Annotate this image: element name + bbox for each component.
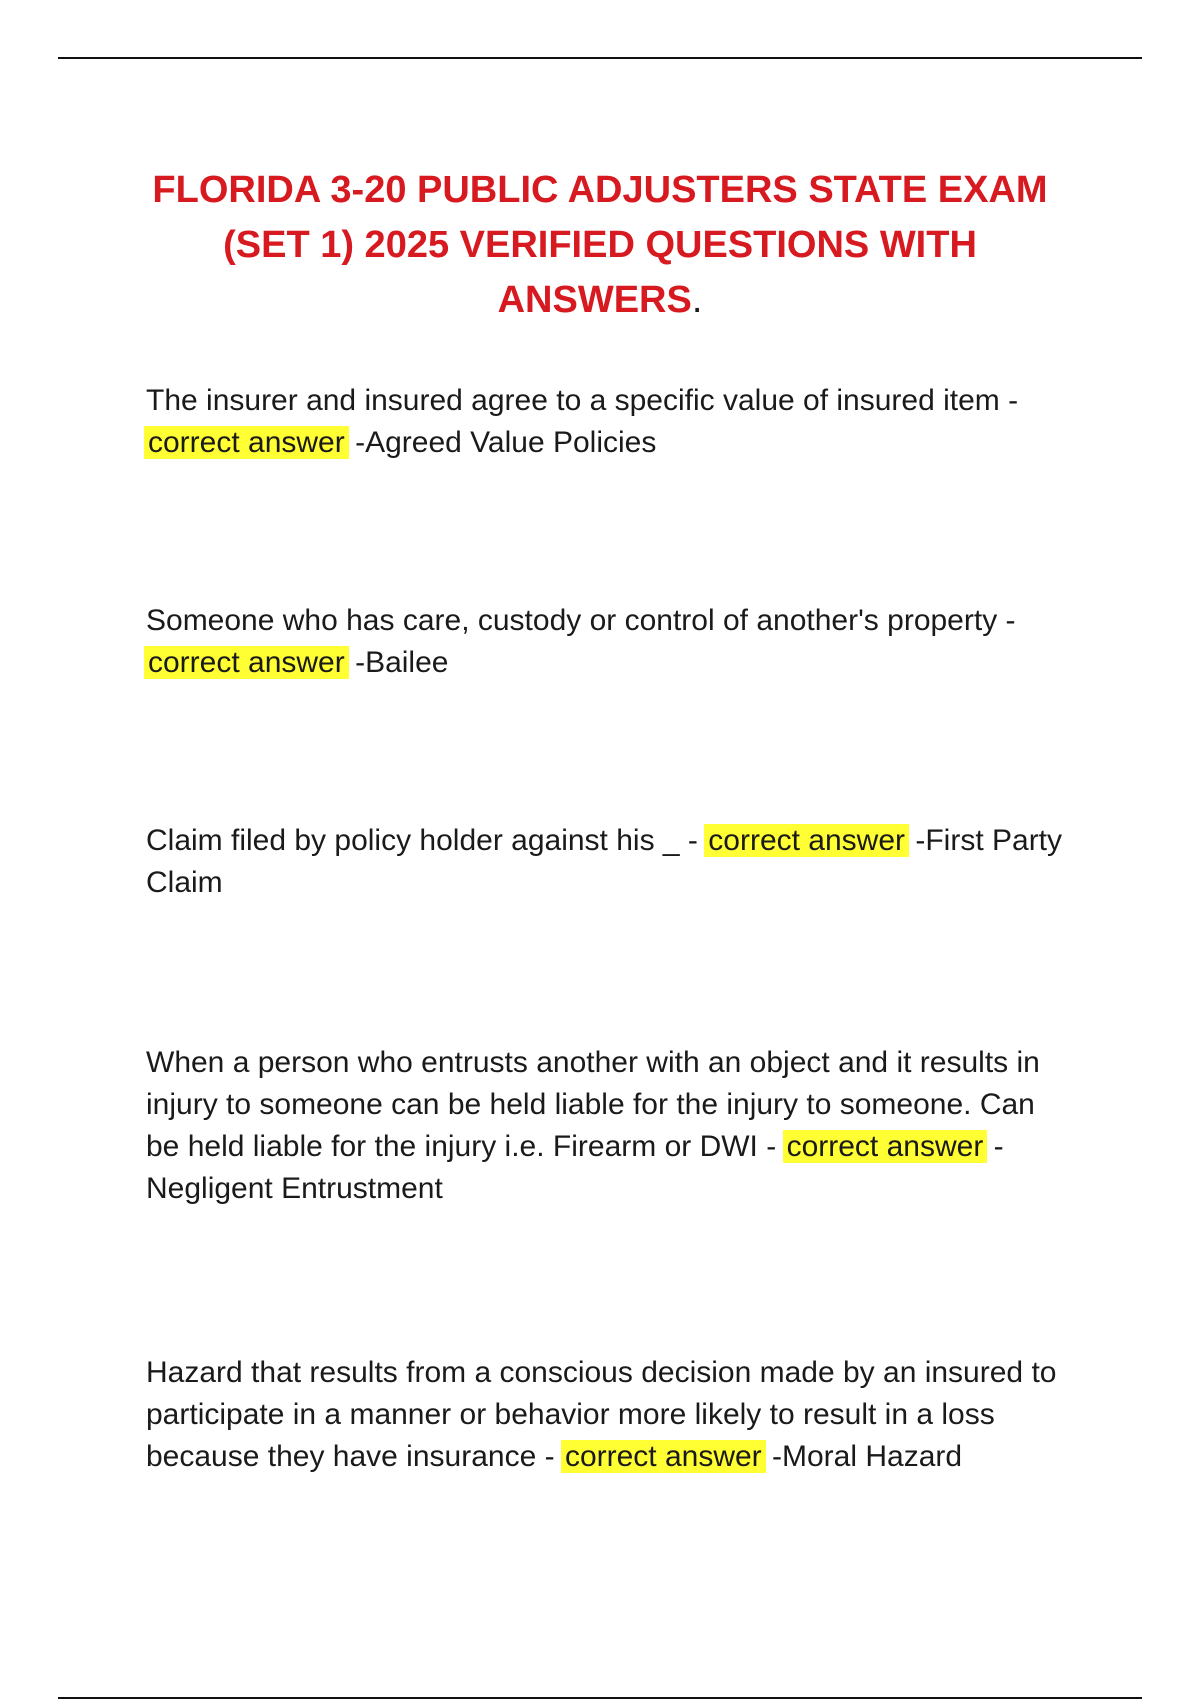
answer-text: -First Party Claim xyxy=(146,824,1063,899)
document-title-period: . xyxy=(691,279,703,322)
answer-text: -Agreed Value Policies xyxy=(355,426,657,459)
top-rule xyxy=(58,57,1142,59)
correct-answer-highlight: correct answer xyxy=(561,1440,766,1473)
qa-item-1 xyxy=(146,380,1066,464)
question-text: The insurer and insured agree to a specific value of insured item - xyxy=(146,384,1019,417)
answer-text: -Negligent Entrustment xyxy=(146,1130,1004,1205)
question-text: Someone who has care, custody or control of another's property - xyxy=(146,604,1016,637)
correct-answer-highlight: correct answer xyxy=(144,646,349,679)
correct-answer-highlight: correct answer xyxy=(704,824,909,857)
document-title xyxy=(120,163,1080,328)
document-title-text: FLORIDA 3-20 PUBLIC ADJUSTERS STATE EXAM (SET 1) 2025 VERIFIED QUESTIONS WITH ANSWERS xyxy=(152,169,1048,322)
answer-text: -Bailee xyxy=(355,646,449,679)
qa-item-3 xyxy=(146,820,1066,904)
qa-item-5 xyxy=(146,1352,1066,1478)
correct-answer-highlight: correct answer xyxy=(144,426,349,459)
question-text: Claim filed by policy holder against his _ - xyxy=(146,824,698,857)
qa-item-2 xyxy=(146,600,1066,684)
answer-text: -Moral Hazard xyxy=(772,1440,963,1473)
bottom-rule xyxy=(58,1697,1142,1699)
question-text: Hazard that results from a conscious decision made by an insured to participate in a manner or behavior more likely to result in a loss because they have insurance - xyxy=(146,1356,1057,1473)
qa-item-4 xyxy=(146,1042,1066,1210)
question-text: When a person who entrusts another with an object and it results in injury to someone can be held liable for the injury to someone. Can be held liable for the injury i.e. Firearm or DWI - xyxy=(146,1046,1040,1163)
correct-answer-highlight: correct answer xyxy=(783,1130,988,1163)
